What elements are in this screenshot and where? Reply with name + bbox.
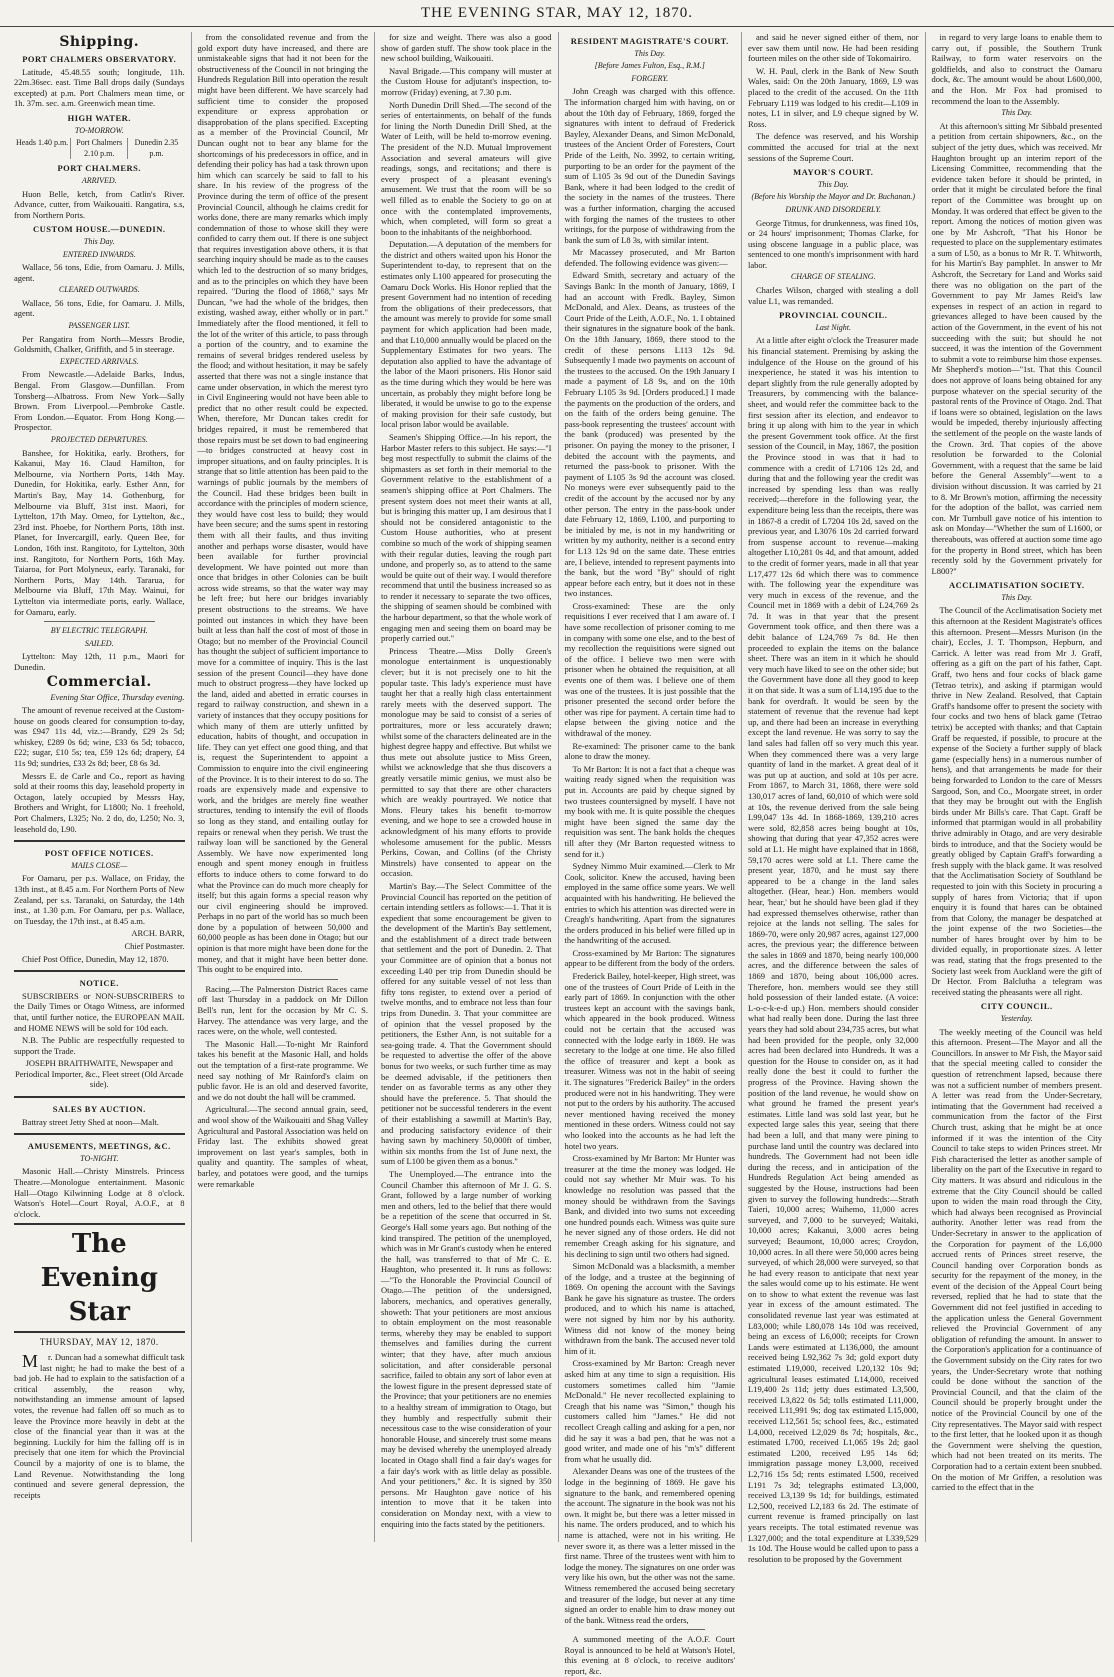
sailed-text: Lyttelton: May 12th, 11 p.m., Maori for Dunedin. xyxy=(14,651,185,672)
unemployed-item: The Unemployed.—The entrance into the Council Chamber this afternoon of Mr J. G. S. Grant, followed by a large number of working men and others, led to the belief that there would be a repetition of the scene that occurred in St. George's Hall some years ago. But nothing of the kind transpired. The petition of the unemployed, which was in Mr Grant's custody when he entered the hall, was transferred to that of Mr C. E. Haughton, who presented it. It runs as follows:—"To the Honorable the Provincial Council of Otago.—The petition of the undersigned, laborers, mechanics, and operatives generally, showeth: That your petitioners are most anxious to obtain employment on the most reasonable terms, whereby they may be enabled to support themselves and families during the current winter; that they have, after much anxious solicitation, and after considerable personal sacrifice, failed to obtain any sort of labor even at the lowest figure in the present depressed state of the Province; that your petitioners are no enemies to a healthy stream of immigration to Otago, but they humbly and respectfully submit their necessitous case to the wise consideration of your honorable House, and sincerely trust some means may be devised whereby the unemployed already located in Otago shall find a fair day's wages for a fair day's work with as little delay as possible. And your petitioners," &c. It is signed by 350 persons. Mr Haughton gave notice of his intention to move that it be taken into consideration on Monday next, with a view to enquiring into the facts stated by the petitioners. xyxy=(381,1168,552,1529)
court-text-4: Cross-examined: These are the only requisitions I ever received that I am aware of. I have some recollection of prisoner coming to me in company with some one else, and to the best of my recollection the requisitions were signed out of the office. I believe two men were with prisoner when he obtained the requisition, at all events one of them was. I believe one of them was one of the trustees. It is just possible that the prisoner presented the second order before the other was ripe for payment. A certain time had to elapse between the giving notice and the withdrawal of the money. xyxy=(564,600,735,738)
postmaster-name: ARCH. BARR, xyxy=(131,928,185,939)
masthead-title: THE EVENING STAR, MAY 12, 1870. xyxy=(420,5,694,21)
sitting-text: At this afternoon's sitting Mr Sibbald presented a petition from certain shipowners, &c., on the subject of the jetty dues, which was received. Mr Haughton brought up an interim report of the Licensing Committee, recommending that the evidence taken before it should be printed, in order that it might be circulated before the final report of the Committee was brought up on Monday. It was ordered that effect be given to the report. Among the notices of motion given was one by Mr Ashcroft, "That his Honor be requested to place on the supplementary estimates a sum of L50, as a bonus to Mr R. T. Whitworth, for his Martin's Bay pamphlet. In answer to Mr Ashcroft, the Secretary for Land and Works said there was no obligation on the part of the Government to pay Mr James Reid's law expenses in respect of an action in regard to grievances alleged to have been caused by the action of the Government, in the event of his not succeeding with the suit; but should he not succeed, it was the intention of the Government to submit a vote to reimburse him those expenses. Mr Shepherd's motion—"1st. That this Council does not approve of loans being obtained for any purpose whatever on the special security of the pastoral rents of the Province of Otago. 2nd. That if loans were so obtained, legislation on the laws would be impeded, thereby injuriously affecting the settlement of the people on the waste lands of the Crown. 3rd. That copies of the above resolution be forwarded to the Colonial Government, with a request that the same be laid before the General Assembly"—went to a division without discussion. It was carried by 21 to 8. Mr Brown's motion, affirming the necessity for the adoption of the ballot, was carried nem con. Mr Turnbull gave notice of his intention to ask on Monday—"Whether the sum of L1600, or thereabouts, was offered at auction some time ago for the property in Bond street, which has been recently sold by the Government privately for L800?" xyxy=(931,120,1102,576)
entered-text: Wallace, 56 tons, Edie, from Oamaru. J. Mills, agent. xyxy=(14,262,185,283)
postmaster-title: Chief Postmaster. xyxy=(124,940,185,951)
acclimatisation-day: This Day. xyxy=(1001,592,1033,602)
court-text-2: Mr Macassey prosecuted, and Mr Barton defended. The following evidence was given:— xyxy=(564,247,735,268)
column-5 xyxy=(742,32,926,1564)
aof-notice: A summoned meeting of the A.O.F. Court Royal is announced to be held at Watson's Hotel, this evening at 8 o'clock, to receive auditors' report, &c. xyxy=(564,1634,735,1677)
divider xyxy=(595,1629,706,1630)
divider xyxy=(44,621,155,622)
notice-text: SUBSCRIBERS or NON-SUBSCRIBERS to the Daily Times or Otago Witness, are informed that, until further notice, the EUROPEAN MAIL and HOME NEWS will be sold for 10d each. xyxy=(14,990,185,1033)
commercial-text-2: Messrs E. de Carle and Co., report as having sold at their rooms this day, leasehold property in Octagon, lately occupied by Messrs Hay, Brothers and Wright, for L1800; No. 1 freehold, Port Chalmers, L325; No. 2 do, do, L250; No. 3, leasehold do, L90. xyxy=(14,770,185,834)
mayors-day: This Day. xyxy=(817,179,849,189)
cleared-label: CLEARED OUTWARDS. xyxy=(58,285,140,295)
naval-item: Naval Brigade.—This company will muster at the Custom House for adjutant's inspection, to-morrow (Friday) evening, at 7.30 p.m. xyxy=(381,65,552,97)
city-council-text: The weekly meeting of the Council was held this afternoon. Present—The Mayor and all the Councillors. In answer to Mr Fish, the Mayor said that the special meeting called to consider the question of retrenchment lapsed, because there was not a sufficient number of members present. A letter was read from the Under-Secretary, intimating that the Government had received a communication from the factor of the First Church trust, asking that he might be at once informed if it was the intention of the City Council to take steps to widen Princes street. Mr Fish characterised the letter as another sample of liberality on the part of the Executive in regard to City matters. It was absurd and ridiculous in the extreme that the City Council should be called upon to widen the main road through the City, which had always been recognised as Provincial authority. Another letter was read from the Under-Secretary in answer to the application of the Corporation for payment of the L6,000 accrued rents of Princes street reserve, the Council handing over Corporation bonds as security for the repayment of the money, in the event of the decision of the Appeal Court being reversed, replied that he had to state that the Government did not feel justified in acceding to the application unless the General Government relieved the Provincial Government of any obligation of refunding the amount. In answer to the Corporation's application for a continuance of the Government subsidy on the City rates for two years, the Under-Secretary wrote that nothing could be done without the sanction of the Provincial Council, and that the claim of the Council should be properly brought under the notice of the Provincial Council by one of the City representatives. The Mayor said with respect to the first letter, that he looked upon it as though the Government were shelving the question, which had not been treated on its merits. The Corporation had to a certain extent been snubbed. On the motion of Mr Griffen, a resolution was carried to the effect that in the xyxy=(931,1026,1102,1493)
hw-port: Port Chalmers 2.10 p.m. xyxy=(70,138,127,159)
passenger-text: Per Rangatira from North—Messrs Brodie, Goldsmith, Chalker, Griffith, and 5 in steerage. xyxy=(14,333,185,355)
racing-item: Racing.—The Palmerston District Races came off last Thursday in a paddock on Mr Dillon Bell's run, lent for the occasion by Mr C. S. Harvey. The attendance was very large, and the races were, on the whole, well contested. xyxy=(197,983,368,1037)
princess-item: Princess Theatre.—Miss Dolly Green's monologue entertainment is unquestionably clever; but it is not precisely one to hit the popular taste. This lady's experience must have taught her that a really high class entertainment rarely meets with the deserved support. The monologue may be said to consist of a series of portraitures, more or less accurately drawn; whilst some of the characters delineated are in the highest degree happy and effective. But whilst we thus mete out absolute justice to Miss Green, whilst we acknowledge that she thus discovers a greatly versatile mimic genius, we must also be permitted to say that there are other characters which are weakly pourtrayed. We notice that Mons. Fleury takes his benefit to-morrow evening, and we hope to see a crowded house in acknowledgment of his many efforts to provide wholesome amusement for the public. Messrs Perkins, Cowan, and Collins (of the Christy Minstrels) have consented to appear on the occasion. xyxy=(381,645,552,879)
acclimatisation-heading: ACCLIMATISATION SOCIETY. xyxy=(948,580,1085,591)
projected-label: PROJECTED DEPARTURES. xyxy=(50,435,148,444)
tonight-label: TO-NIGHT. xyxy=(80,1153,119,1163)
resident-day: This Day. xyxy=(634,48,666,58)
observatory-heading: PORT CHALMERS OBSERVATORY. xyxy=(22,54,177,64)
hw-heads: Heads 1.40 p.m. xyxy=(15,138,69,148)
high-water-heading: HIGH WATER. xyxy=(67,112,131,123)
amusements-heading: AMUSEMENTS, MEETINGS, &C. xyxy=(27,1141,171,1152)
notice-signature: JOSEPH BRAITHWAITE, Newspaper and Periodical Importer, &c., Fleet street (Old Arcade side). xyxy=(15,1058,184,1090)
court-text-3: Edward Smith, secretary and actuary of the Savings Bank: In the month of January, 1869, I had an account with Fredk. Bayley, Simon McDonald, and Alex. Deans, as trustees of the Court Pride of the Leith, A.O.F., No. 1. I obtained their signatures in the signature book of the bank. On the 18th January, 1869, there stood to the credit of these persons L113 12s 9d. Subsequently I made two payments on account of the trustees to the accused. On the 19th January I made a payment of L8 9s, and on the 10th February L105 3s 9d. [Orders produced.] I made the payments on the production of the orders, and on the faith of the orders being genuine. The pass-book representing the trustees' account with the bank (produced) was presented by the prisoner. On paying the money to the prisoner, I debited the account with the payments, and returned the pass-book to prisoner. With the payment of L105 3s 9d the account was closed. No moneys were ever subsequently paid to the credit of the account by the accused nor by any other person. The entry in the pass-book under date February 12, 1869, L100, and purporting to be initialed by me, is not in my handwriting or written by my authority, neither is a second entry for L13 12s 9d on the same date. These entries are, I believe, intended to represent payments into the bank, but the word "By" should of right appear before each entry, but it does not in these two instances. xyxy=(564,270,735,599)
port-chalmers-heading: PORT CHALMERS. xyxy=(57,163,142,174)
court-text-13: Alexander Deans was one of the trustees of the lodge in the beginning of 1869. He gave his signature to the bank, and remembered opening the account. The signature in the book was not his own. It might be, but there was a letter missed in his name. The orders produced, and to which his name is attached, were not in his writing. He never swore it, as there was a letter missed in the first name. Three of the trustees went with him to lodge the money. The signatures on one order was very like his own, but the other was not the same. Witness remembered the accused being secretary and treasurer of the lodge, but never at any time signed an order to enable him to draw money out of the bank. Witness read the orders, xyxy=(564,1466,735,1625)
tomorrow-label: TO-MORROW. xyxy=(74,125,124,135)
last-night-label: Last Night. xyxy=(815,322,852,332)
agricultural-continued: for size and weight. There was also a good show of garden stuff. The show took place in the new school building, Waikouaiti. xyxy=(381,32,552,64)
agricultural-item: Agricultural.—The second annual grain, seed, and wool show of the Waikouaiti and Shag Valley Agricultural and Pastoral Association was held on Friday last. The exhibits showed great improvement on last year's samples, both in quality and quantity. The samples of wheat, barley, and potatoes were good, and the turnips were remarkable xyxy=(197,1104,368,1189)
telegraph-heading: BY ELECTRIC TELEGRAPH. xyxy=(50,626,148,636)
hw-dunedin: Dunedin 2.35 p.m. xyxy=(127,138,184,159)
court-text-8: Cross-examined by Mr Barton: The signatures appear to be different from the body of the orders. xyxy=(564,947,735,969)
postmaster-place: Chief Post Office, Dunedin, May 12, 1870. xyxy=(22,953,169,964)
masthead xyxy=(0,0,1114,27)
divider xyxy=(228,979,339,980)
court-continued-1: and said he never signed either of them, nor ever saw them until now. He had been residing fourteen miles on the other side of Tokomairiro. xyxy=(748,32,919,64)
divider xyxy=(14,840,185,842)
editorial-text: Mr. Duncan had a somewhat difficult task last night; he had to make the best of a bad job. He had to explain to the satisfaction of a critical assembly, the reason why, notwithstanding an immense amount of lapsed votes, the revenue had fallen off so much as to leave the Province more heavily in debt at the close of the financial year than it was at the beginning. Luckily for him the falling off is in precisely that one item for which the Provincial Council by a majority of one is to blame, the Land Revenue. Notwithstanding the long continued and severe general depression, the receipts xyxy=(14,1351,185,1500)
sailed-label: SAILED. xyxy=(84,638,114,648)
masonic-item: The Masonic Hall.—To-night Mr Rainford takes his benefit at the Masonic Hall, and holds out the temptation of a first-rate programme. We need say nothing of Mr Rainford's claim on public favor. He is an old and deserved favorite, and we do not doubt the hall will be crammed. xyxy=(197,1038,368,1102)
mayors-before: (Before his Worship the Mayor and Dr. Buchanan.) xyxy=(751,192,916,202)
divider xyxy=(14,970,185,972)
commercial-text: The amount of revenue received at the Custom-house on goods cleared for consumption to-day, was £947 11s 4d, viz.:—Brandy, £29 2s 5d; whiskey, £289 0s 6d; wine, £33 6s 5d; tobacco, £22; sugar, £10 5s; tea, £59 12s 6d; drapery, £4 11s 9d; sundries, £33 2s 8d; beer, £8 6s 3d. xyxy=(14,705,185,769)
court-text-9: Frederick Bailey, hotel-keeper, High street, was one of the trustees of Court Pride of Leith in the early part of 1869. In conjunction with the other trustees kept an account with the savings bank, which appeared in the book produced. Witness could not be certain that the accused was connected with the lodge early in 1869. He was secretary to the lodge at one time. He also filled the office of treasurer and kept a book as treasurer. Witness was not in the habit of seeing it. The signatures "Frederick Bailey" in the orders produced were not in his handwriting. They were not put to the orders by his authority. The accused never mentioned having received the money mentioned in these orders. Witness could not say who looked into the accounts as he had left the hotel two years. xyxy=(564,971,735,1151)
yesterday-label: Yesterday. xyxy=(1000,1014,1033,1024)
columns xyxy=(8,32,1108,1677)
court-text-5: Re-examined: The prisoner came to the bank alone to draw the money. xyxy=(564,740,735,762)
column-2 xyxy=(192,32,376,1542)
arrived-label: ARRIVED. xyxy=(81,175,117,185)
customs-heading: CUSTOM HOUSE.—DUNEDIN. xyxy=(33,224,166,235)
provincial-continued: in regard to very large loans to enable them to carry out, if possible, the Southern Trunk Railway, to form water reservoirs on the goldfields, and also to construct the Oamaru dock, &c. The amount would be about L600,000, and the Hon. Mr Fox had promised to recommend the loan to the Assembly. xyxy=(931,32,1102,106)
court-continued-3: The defence was reserved, and his Worship committed the accused for trial at the next sessions of the Supreme Court. xyxy=(748,131,919,163)
post-heading: POST OFFICE NOTICES. xyxy=(44,848,154,859)
amusements-text: Masonic Hall.—Christy Minstrels. Princess Theatre.—Monologue entertainment. Masonic Hall—Otago Kilwinning Lodge at 8 o'clock. Watson's Hotel—Court Royal, A.O.F., at 8 o'clock. xyxy=(14,1166,185,1219)
notice-heading: NOTICE. xyxy=(79,978,119,989)
city-council-heading: CITY COUNCIL. xyxy=(980,1001,1053,1012)
provincial-text: At a little after eight o'clock the Treasurer made his financial statement. Premising by asking the indulgence of the House on the ground of his inexperience, he stated it was his intention to depart slightly from the rule generally adopted by Treasurers, by commencing with the balance-sheet, and would refer the committee back to the first session after its election, and endeavor to bring it up along with him to the year in which the present Government took office. At the first session of the Council, in May, 1867, the position the Province stood in was that it had to commence with a credit of L7106 12s 2d, and during that and the following year the credit was increased by spending less than was really received;—therefore in the following year, the expenditure being less than the receipts, there was in 1867-8 a credit of L7204 10s 2d, saved on the previous year, and L3076 10s 2d carried forward from suspense account to revenue—making altogether L10,281 0s 4d, and that amount, added to the credit of former years, made in all that year L17,477 12s 6d which there was to commence with. The following year the expenditure was very much in excess of the revenue, and the Council met in 1869 with a debit of L24,769 2s 7d. It was in that year that the present Government took office, and then there was a debit balance of L24,769 7s 8d. He then proceeded to explain the items on the balance sheet. There was an item in it which he should very much have liked to see on the other side; but the Government have done all they good to keep it on that side. It was a sum of L14,195 due to the bank for overdraft. It would be seen by the statement of revenue that the revenue had kept up, and there had been an increase in everything except the land revenue. He was sorry to say the land sales had fallen off so very much this year. When they commenced there was a very large quantity of land in the market. A great deal of it was put up at auction, and sold at 10s per acre. From 1867, to March 31, 1868, there were sold 130,017 acres of land, 60,010 of which were sold at 10s, the revenue derived from the sale being L99,047 13s 4d. In 1868-1869, 139,210 acres were sold, 82,858 acres being bought at 10s, showing that during that year 47,352 acres were sold at L1. He might have explained that in 1868, 59,170 acres were sold at L1. There came the present year, 1870, and he must say there appeared to be a change in the land sales altogether. (Hear, hear.) Hon. members would hear, 'hear,' but he should have been glad if they had expressed themselves otherwise, rather than rejoice at the lands not selling. The sales for 1869-70, were only 20,987 acres, against 127,000 acres, the previous year; the difference between the sales in 1869 and 1870, being nearly 100,000 acres, and the difference between the sales of 1869 and 1870, being about 106,000 acres. Therefore, hon. members would see they still hold possession of their landed estate. (A voice: L-o-c-k-e-d up.) Hon. members should consider what had really been done. During the last three years they had sold about 234,735 acres, but what had been provided for the people, only 32,000 acres had been declared into Hundreds. It was a question for the House to consider on, as it had really done the best it could to further the progress of the Province. Having shown the position of the land revenue, he would show on what ground he framed the present year's estimates. Little land was sold last year, but he expected large sales this year, seeing that there had been a lull, and that many were pining to purchase land until the country was declared into hundreds. The Government had not been idle during the recess, and in anticipation of the Hundreds Regulation Act being amended as suggested by the House, instructions had been given to survey the following hundreds:—Strath Taieri, 10,000 acres; Waihemo, 11,000 acres surveyed, and 7,000 to be surveyed; Waitaki, 10,000 acres; Kakanui, 3,000 acres being surveyed; Beaumont, 10,000 acres; Croydon, 10,000 acres. In all there were 50,000 acres being surveyed, of which 28,000 were surveyed, so that he had every reason to anticipate that next year the sales would come up to his estimate. He went on to show to what extent the revenue was last year in excess of the amount estimated. The consolidated revenue last year was estimated at L83,000; while L80,078 14s 10d was received, being an excess of L6,000; receipts for Crown Lands were estimated at L136,000, the amount received being L92,362 7s 3d; gold export duty estimated L19,000, received L20,132 10s 9d; agricultural leases estimated L14,000, received L19,400 2s 11d; jetty dues estimated L3,500, received L3,822 0s 5d; tolls estimated L11,000, received L11,991 9s; dog tax estimated L15,000, received L12,561 5s; school fees, &c., estimated L4,000, received L2,029 8s 7d; hospitals, &c., estimated L700, received L1,065 19s 2d; gaol estimated L200, received L95 14s 6d; immigration passage money L3,000, received L2,716 15s 5d; rents estimated L500, received L191 7s 3d; telegraphs estimated L3,000, received L3,139 9s 1d; for buildings, estimated L2,500, received L2,183 6s 2d. The estimate of current revenue is framed principally on last years receipts. The total estimated revenue was L327,000; and the total expenditure at L339,529 1s 10d. The House would be called upon to pass a resolution to be proposed by the Government xyxy=(748,335,919,1564)
newspaper-logo: The Evening Star xyxy=(14,1223,185,1333)
divider xyxy=(14,1133,185,1135)
court-continued-2: W. H. Paul, clerk in the Bank of New South Wales, said: On the 20th January, 1869, L9 was placed to the credit of the accused. On the 11th February L119 was lodged to his credit—L109 in notes, L1 in silver, and L9 cheque signed by W. Ross. xyxy=(748,65,919,129)
entered-label: ENTERED INWARDS. xyxy=(62,249,136,259)
notice-nb: N.B. The Public are respectfully requested to support the Trade. xyxy=(14,1035,185,1056)
column-4 xyxy=(559,32,743,1677)
column-6 xyxy=(926,32,1109,1542)
seamen-item: Seamen's Shipping Office.—In his report, the Harbor Master refers to this subject. He says:—"I beg most respectfully to submit the claims of the shipmasters as set forth in their memorial to the Government relative to the establishment of a seamen's shipping office at Port Chalmers. The present system does not meet their wants at all, but is bringing this matter up, I am desirous that I should not be considered antagonistic to the Custom House authorities, who at present combine so much of the work of shipping seamen with their regular duties, leaving the rough part undone, and properly so, as to attend to the same would be quite out of their way. I would therefore recommend that until the business increased so as to render it necessary to separate the two offices, the shipping of seamen should be combined with the harbour department, so that the whole work of engaging men and seeing them on board may be properly carried out." xyxy=(381,431,552,644)
shipping-heading: Shipping. xyxy=(59,34,140,50)
martins-bay-item: Martin's Bay.—The Select Committee of the Provincial Council has reported on the petition of certain intending settlers as follows:—1. That it is expedient that some encouragement be given to the development of the Martin's Bay settlement, and the establishment of a direct trade between that settlement and the port of Dunedin. 2. That your Committee are of opinion that a bonus not exceeding L40 per trip from Dunedin should be offered for any suitable vessel of not less than fifty tons register, to extend over a period of twelve months, and to embrace not less than four trips from Dunedin. 3. That your committee are of opinion that the vessel proposed by the petitioners, the Esther Ann, is not suitable for a sea-going trade. 4. That the Government should be requested to advertise the offer of the above bonus for two weeks, or such further time as may be deemed advisable, if the petitioners then tender on as favorable terms as any other they should have the preference. 5. That should the petitioner not be successful tenderers in the event of their establishing a sawmill at Martin's Bay, and producing satisfactory evidence of their having sawn by machinery 50,000ft of timber, within six months from the 1st of June next, the sum of L100 be given them as a bonus." xyxy=(381,880,552,1167)
expected-text: From Newcastle.—Adelaide Barks, Indus, Bengal. From Glasgow.—Dunfillan. From Tonsberg—Albatross. From New York—Sally Brown. From Liverpool.—Pembroke Castle. From London.—Equator. From Hong Kong.—Prospector. xyxy=(14,369,185,433)
forgery-label: FORGERY. xyxy=(631,73,669,83)
deputation-item: Deputation.—A deputation of the members for the district and others waited upon his Honor the Superintendent to-day, to represent that on the estimates only L100 appeared for prosecuting the Oamaru Dock Works. His Honor replied that the present Government had no intention of receding from the obligations of their predecessors, that the amount was merely to provide for some small payment for which application had been made, and that L10,000 annually would be placed on the Supplementary Estimates for two years. The deputation also applied to have the advantage of the labor of the Maori prisoners. His Honor said as the time during which they would be here was uncertain, as probably they might before long be liberated, it would be unwise to go to the expense of making provision for their safe custody, but local prison labor would be available. xyxy=(381,239,552,430)
resident-court-heading: RESIDENT MAGISTRATE'S COURT. xyxy=(570,36,729,46)
issue-date: THURSDAY, MAY 12, 1870. xyxy=(39,1337,159,1348)
court-text-11: Simon McDonald was a blacksmith, a member of the lodge, and a trustee at the beginning of 1869. On opening the account with the Savings Bank he gave his signature as trustee. The orders produced, and to which his name is attached, were not signed by him nor by his authority. Witness did not know of the money being withdrawn from the bank. The accused never told him of it. xyxy=(564,1261,735,1356)
court-text-10: Cross-examined by Mr Barton: Mr Hunter was treasurer at the time the money was lodged. He could not say whether Mr Muir was. To his knowledge no resolution was passed that the money should be withdrawn from the Savings Bank, and divided into two sums not exceeding one hundred pounds each. Witness was quite sure he never signed any of those orders. He did not remember Creagh asking for his signature, and his declining to sign until two others had signed. xyxy=(564,1153,735,1259)
office-line: Evening Star Office, Thursday evening. xyxy=(50,692,185,703)
auction-text: Battray street Jetty Shed at noon—Malt. xyxy=(22,1116,159,1127)
expected-label: EXPECTED ARRIVALS. xyxy=(59,356,139,366)
drill-shed-item: North Dunedin Drill Shed.—The second of the series of entertainments, on behalf of the funds for lining the North Dunedin Drill Shed, at the Water of Leith, will be held to-morrow evening. The president of the N.D. Mutual Improvement Association and several amateurs will give readings, songs, and recitations; and there is every prospect of a pleasant evening's amusement. We trust that the room will be so well filled as to enable the Society to go on at once with the contemplated improvements, which, when completed, will form so great a boon to the inhabitants of the neighborhood. xyxy=(381,99,552,237)
mails-text: For Oamaru, per p.s. Wallace, on Friday, the 13th inst., at 8.45 a.m. For Northern Ports of New Zealand, per s.s. Taranaki, on Saturday, the 14th inst., at 1.30 p.m. For Oamaru, per p.s. Wallace, on Tuesday, the 17th inst., at 8.45 a.m. xyxy=(14,873,185,926)
divider xyxy=(14,1096,185,1098)
stealing-text: Charles Wilson, charged with stealing a doll value L1, was remanded. xyxy=(748,285,919,306)
cleared-text: Wallace, 56 tons, Edie, for Oamaru. J. Mills, agent. xyxy=(14,297,185,319)
resident-before: [Before James Fulton, Esq., R.M.] xyxy=(594,61,705,71)
drunk-text: George Titmus, for drunkenness, was fined 10s, or 24 hours' imprisonment; Thomas Clarke, for using obscene language in a public place, was sentenced to one month's imprisonment with hard labor. xyxy=(748,217,919,270)
court-text-12: Cross-examined by Mr Barton: Creagh never asked him at any time to sign a requisition. His customers sometimes called him "Jamie McDonald." He never recollected explaining to Creagh that his name was "Simon," though his customers called him "James." He did not recollect Creagh calling and asking for a pen, nor did he say it was a bad pen, that he was not a good writer, and made one of his "m's" different from what he usually did. xyxy=(564,1358,735,1464)
auction-heading: SALES BY AUCTION. xyxy=(52,1104,146,1115)
this-day-label: This Day. xyxy=(1001,108,1033,118)
court-text-6: To Mr Barton: It is not a fact that a cheque was waiting ready signed when the requisition was put in. Accounts are paid by cheque signed by two trustees countersigned by myself. I have not my book with me. It is quite possible the cheques might have been signed the same day the requisition was sent. The bank holds the cheques till after they (Mr Barton requested witness to send for it.) xyxy=(564,763,735,859)
mayors-court-heading: MAYOR'S COURT. xyxy=(793,167,874,178)
passenger-label: PASSENGER LIST. xyxy=(68,321,130,331)
court-text-1: John Creagh was charged with this offence. The information charged him with having, on or about the 10th day of February, 1869, forged the signatures with intent to defraud of Frederick Bayley, Alexander Deans, and Simon McDonald, trustees of the Ancient Order of Foresters, Court Pride of the Leith, No. 3992, to certain writing, purporting to be an order for the payment of the sum of L105 3s 9d out of the Dunedin Savings Bank, where it had been lodged to the credit of the society in the names of the trustees. There was a further information, charging the accused with forging the names of the trustees to other writings, for the purpose of withdrawing from the bank the sum of L8 3s, with similar intent. xyxy=(564,86,735,245)
commercial-heading: Commercial. xyxy=(46,674,152,691)
high-water-table xyxy=(14,138,185,159)
stealing-label: CHARGE OF STEALING. xyxy=(790,272,876,282)
editorial-continued: from the consolidated revenue and from the gold export duty have increased, and there are unmistakeable signs that had it not been for the obstructiveness of the Council in not bringing the Hundreds Regulation Bill into operation the result might have been different. We have scarcely had sufficient time to consider the proposed expenditure or express approbation or disapprobation of the plans specified. Excepting as a member of the Provincial Council, Mr Duncan ought not to bear any blame for the shortcomings of his predecessors in office, and in defending their policy has had a task thrown upon him which can scarcely be said to fall to his share. In his review of the progress of the Province during the term of office of the present Provincial Council, although he claims credit for works done, there are many remarks which imply condemnation of those to whose skill they were confided to carry them out. If there is one subject that requires investigation above others, it is that searching inquiry should be made as to the causes which led to the destruction of so many bridges, and as to the principles on which they have been repaired. "During the flood of 1868," says Mr Duncan, "we had the whole of the bridges, then existing, washed away, either wholly or in part." Immediately after the flood mentioned, it fell to the lot of the writer of this article, to pass through a portion of the country, and to examine the remains of several bridges rendered useless by the flood; and without hesitation, it may be safely asserted that there was not a single instance that came under observation, in which the merest tyro in Civil Engineering would not have been able to predict that no other result could be expected. When, therefore, Mr Duncan takes credit for bridges repaired, it must be remembered that those repairs must be set down to bad engineering—to bridges constructed at heavy cost in improper situations, and on faulty principles. It is strange that so little attention has been paid to the warnings of public journals by the members of the Council. Had these bridges been built in accordance with the principles of modern science, they would have cost less to build; they would have been secure; and the sums spent in restoring them with all their faults, and thus inviting another and perhaps worse disaster, would have been available for further provincial development. We have pointed out more than once that bridges in other Colonies can be built across wide streams, so that the water way may be left free; but here our bridges invariably present obstructions to the streams. We have pointed out instances in which they have been built at less than half the cost of most of those in Otago; but no member of the Provincial Council has thought the subject of sufficient importance to move for a committee of inquiry. This is the last session of the present Council—they have done much to obstruct progress—they have locked up the land, aided and abetted in erratic courses in regard to railway construction, and shewn in a variety of instances that they occupy positions for which many of them are utterly unfitted by education, habits of thought, and occupation in life. They can yet effect one good thing, and that is, request the Superintendent to appoint a Commission to enquire into the civil engineering of the Province. It is to their interest to do so. The roads are expensively made and expensive to work, and the bridges are merely fine weather structures, tending to intensify the evil of floods so long as they stand, and entailing outlay for repairs or renewal when they perish. We trust the railway loan will be sanctioned by the General Assembly. We have now experimented long enough and spent money enough in fruitless efforts to induce others to come forward to do what the Province can do much more cheaply for itself; but this again forms a special reason why our civil engineering should be improved. Perhaps in no part of the world has so much been done by a population of between 50,000 and 60,000 people as has been done in Otago; but our opinion is that more might have been done for the money, and that it might have been better done. This ought to be enquired into. xyxy=(197,32,369,975)
observatory-text: Latitude, 45.48.55 south; longitude, 11h. 22m.36sec. east. Time Ball drops daily (Sundays excepted) at p.m. Port Chalmers mean time, or 1h. 37m. sec. a.m. Greenwich mean time. xyxy=(14,66,185,109)
column-1 xyxy=(8,32,192,1542)
drunk-label: DRUNK AND DISORDERLY. xyxy=(785,204,882,214)
arrived-text: Huon Belle, ketch, from Catlin's River. Advance, cutter, from Waikouaiti. Rangatira, s.s, from Northern Ports. xyxy=(14,188,185,220)
court-text-7: Sydney Nimmo Muir examined.—Clerk to Mr Cook, solicitor. Knew the accused, having been employed in the same office some years. We well acquainted with his handwriting. He believed the entries to which his attention was directed were in Creagh's handwriting. Apart from the signatures the orders produced in his belief were filled up in the handwriting of the accused. xyxy=(564,861,735,946)
provincial-heading: PROVINCIAL COUNCIL. xyxy=(779,310,888,321)
acclimatisation-text: The Council of the Acclimatisation Society met this afternoon at the Resident Magistrate's offices this afternoon. Present—Messrs Murison (in the chair), Eccles, J. T. Thompson, Hepburn, and Carrick. A letter was read from Mr J. Graff, offering as a gift on the part of his father, Capt. Graff, two hens and four cocks of black game (Tetrao tetrix), and asking if ptarmigan would thrive in New Zealand. Resolved, that Captain Graff's handsome offer to present the society with four cocks and two hens of black game (Tetrao tetrix) be accepted with thanks; and that Captain Graff be requested, if possible, to procure at the expense of the Society a further supply of black game (especially hens) in a numerous number of hens), and that arrangements be made for their being forwarded to London to the care of Messrs Sargood, Son, and Co., Moorgate street, in order that they may be brought out with the English birds under Mr Bills's care. That Capt. Graff be informed that ptarmigan would in all probability thrive admirably in Otago, and are very desirable birds to introduce, and that the Society would be greatly obliged by Captain Graff's forwarding a fresh supply with the black game. It was resolved that the Acclimatisation Society of Southland be requested to join with this Society in procuring a supply of hares from Victoria; that if upon enquiry it is found that hares can be obtained from that Colony, the manager be despatched at the joint expense of the two Societies—the number of hares brought over by him to be divided equally, in proportionate sizes. A letter was read, stating that the frogs presented to the Society last week from Auckland were the gift of Dr Hector. From Balclutha a telegram was received stating the pheasants were all right. xyxy=(931,605,1102,997)
column-3 xyxy=(375,32,559,1542)
customs-day: This Day. xyxy=(83,236,115,246)
projected-text: Banshee, for Hokitika, early. Brothers, for Kakanui, May 16. Claud Hamilton, for Melbourne, via Northern Ports, 14th May. Dunedin, for Hokitika, early. Esther Ann, for Martin's Bay, May 14. Gothenburg, for Melbourne via Bluff, 31st inst. Maori, for Lyttelton, 17th May. Omeo, for Lyttelton, &c., 23rd inst. Phoebe, for Northern Ports, 18th inst. Planet, for Invercargill, early. Queen Bee, for London, 16th inst. Rangitoto, for Lyttelton, 30th inst. Rangitoto, for Northern Ports, 16th May. Taiaroa, for Port Molyneux, early. Taranaki, for Northern Ports, May 14th. Tararua, for Melbourne via Bluff, 17th May. Wainui, for Lyttelton via intermediate ports, early. Wallace, for Oamaru, early. xyxy=(14,447,185,617)
mails-label: MAILS CLOSE— xyxy=(71,860,128,870)
